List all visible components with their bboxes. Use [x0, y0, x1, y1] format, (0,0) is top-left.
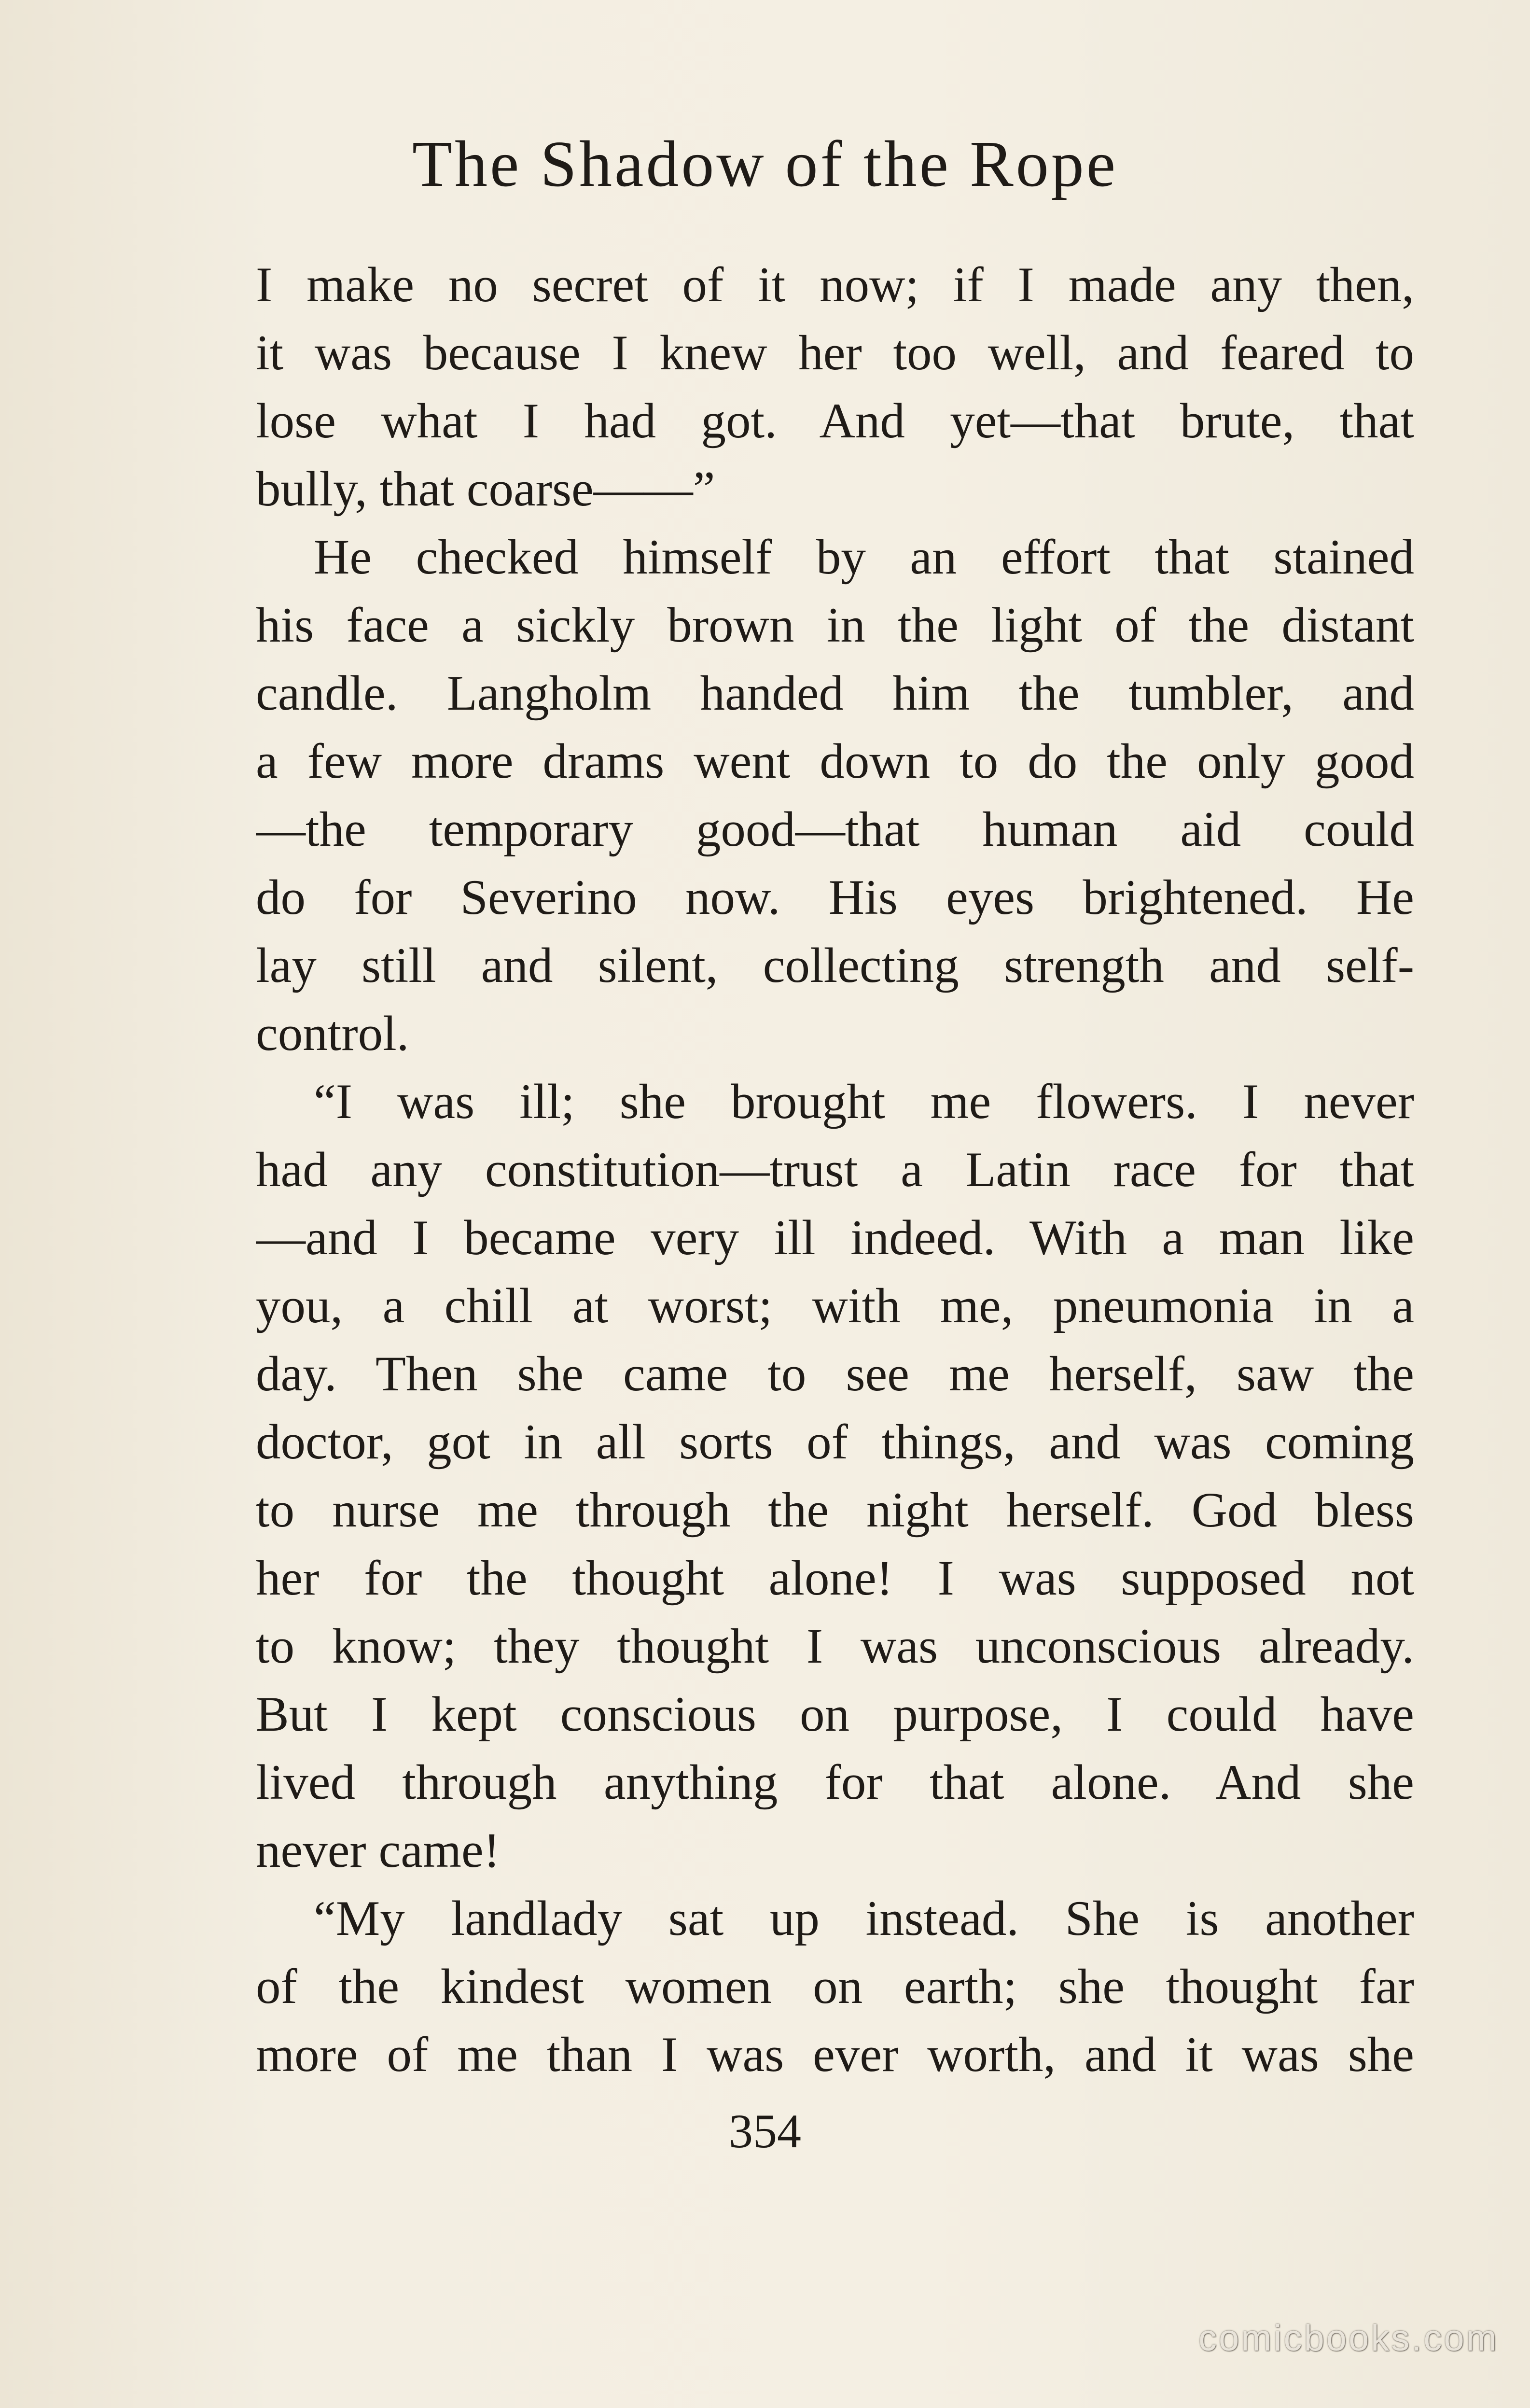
- body-text: [256, 251, 1414, 2089]
- text-line: But I kept conscious on purpose, I could have: [256, 1687, 1414, 1742]
- text-line: a few more drams went down to do the only good: [256, 734, 1414, 789]
- watermark: comicbooks.com: [1198, 2318, 1499, 2359]
- text-line: lived through anything for that alone. And she: [256, 1755, 1414, 1810]
- text-line: more of me than I was ever worth, and it was she: [256, 2027, 1414, 2082]
- paragraph-start-line: “I was ill; she brought me flowers. I never: [314, 1074, 1414, 1129]
- text-line: had any constitution—trust a Latin race for that: [256, 1142, 1414, 1197]
- paragraph-start-line: “My landlady sat up instead. She is another: [314, 1891, 1414, 1946]
- text-line: her for the thought alone! I was supposed not: [256, 1551, 1414, 1606]
- text-line: his face a sickly brown in the light of the distant: [256, 598, 1414, 653]
- text-line: I make no secret of it now; if I made any then,: [256, 257, 1414, 312]
- running-title: The Shadow of the Rope: [412, 128, 1118, 200]
- text-line: do for Severino now. His eyes brightened. He: [256, 870, 1414, 925]
- page-number: 354: [729, 2104, 801, 2158]
- text-line: to know; they thought I was unconscious already.: [256, 1619, 1414, 1674]
- text-line: control.: [256, 1006, 409, 1061]
- text-line: of the kindest women on earth; she thought far: [256, 1959, 1414, 2014]
- text-line: bully, that coarse——”: [256, 462, 715, 517]
- text-line: it was because I knew her too well, and feared to: [256, 325, 1414, 380]
- text-line: lose what I had got. And yet—that brute, that: [256, 393, 1414, 448]
- text-line: —the temporary good—that human aid could: [256, 802, 1414, 857]
- paragraph-start-line: He checked himself by an effort that stained: [314, 530, 1414, 585]
- text-line: lay still and silent, collecting strength and self-: [256, 938, 1414, 993]
- text-line: day. Then she came to see me herself, saw the: [256, 1346, 1414, 1401]
- text-line: you, a chill at worst; with me, pneumonia in a: [256, 1278, 1414, 1333]
- text-line: —and I became very ill indeed. With a man like: [256, 1210, 1414, 1265]
- text-line: doctor, got in all sorts of things, and was coming: [256, 1414, 1414, 1470]
- text-line: candle. Langholm handed him the tumbler, and: [256, 666, 1414, 721]
- text-line: to nurse me through the night herself. God bless: [256, 1483, 1414, 1538]
- text-line: never came!: [256, 1823, 501, 1878]
